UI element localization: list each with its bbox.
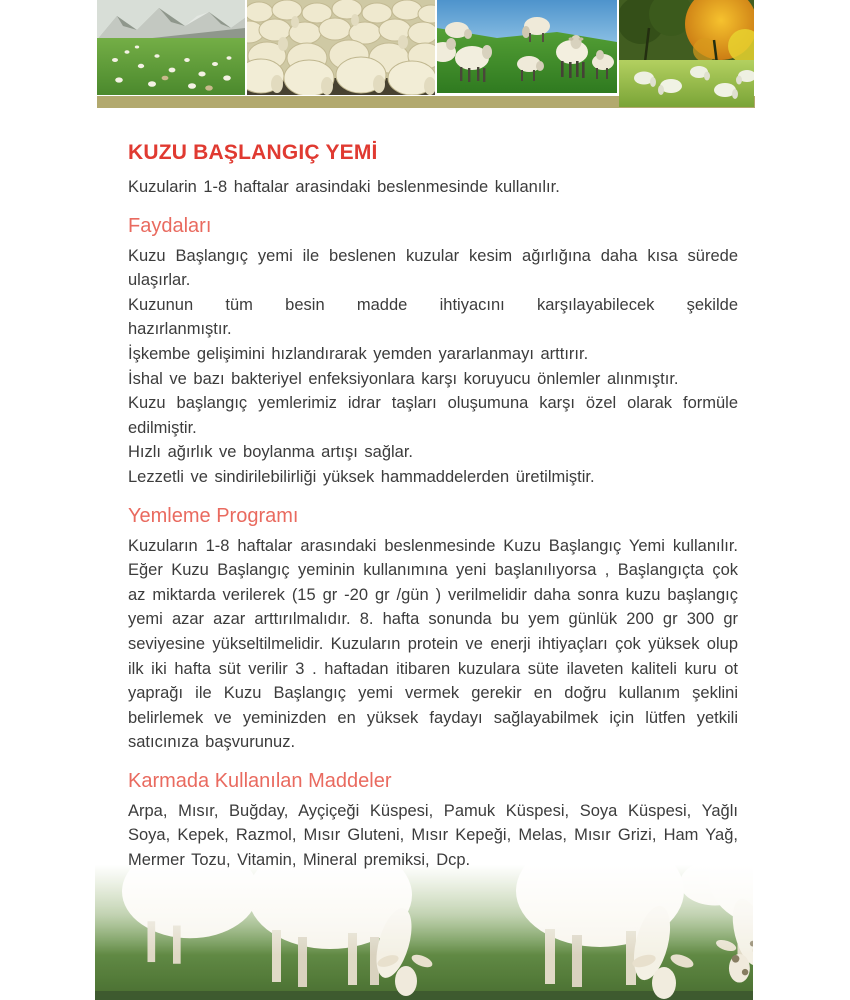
body-paragraph: İşkembe gelişimini hızlandırarak yemden yararlanmayı arttırır. — [128, 344, 589, 363]
body-paragraph: Kuzu Başlangıç yemi ile beslenen kuzular kesim ağırlığına daha kısa sürede ulaşırlar. — [128, 246, 738, 290]
section-heading-karmada: Karmada Kullanılan Maddeler — [128, 769, 392, 792]
body-paragraph: Hızlı ağırlık ve boylanma artışı sağlar. — [128, 443, 414, 462]
intro-text: Kuzularin 1-8 haftalar arasindaki beslenmesinde kullanılır. — [128, 178, 560, 196]
body-paragraph: Kuzu başlangıç yemlerimiz idrar taşları oluşumuna karşı özel olarak formüle edilmiştir. — [128, 394, 738, 437]
photo-grazing-sheep-image — [95, 865, 753, 1000]
body-paragraph: Arpa, Mısır, Buğday, Ayçiçeği Küspesi, Pamuk Küspesi, Soya Küspesi, Yağlı Soya, Kepek, Razmol, Mısır Gluteni, Mısır Kepeği, Melas, Mısır Grizi, Ham Yağ, Mermer Tozu, Vitamin, Mineral premiksi, Dcp. — [128, 801, 738, 870]
section-heading-faydalari: Faydaları — [128, 214, 212, 237]
document-body — [128, 140, 738, 873]
page-title: KUZU BAŞLANGIÇ YEMİ — [128, 141, 378, 164]
body-paragraph: Kuzuların 1-8 haftalar arasındaki beslenmesinde Kuzu Başlangıç Yemi kullanılır. Eğer Kuzu Başlangıç yeminin kullanımına yeni başlanılıyorsa , Başlangıçta çok az miktarda verilerek (15 gr -20 gr /gün ) verilmelidir daha sonra kuzu başlangıç yemi azar azar arttırılmalıdır. 8. hafta sonunda bu yem günlük 200 gr 300 gr seviyesine yükseltilmelidir. Kuzuların protein ve enerji ihtiyaçları çok yüksek olup ilk iki hafta süt verilir 3 . haftadan itibaren kuzulara süte ilaveten kaliteli kuru ot yaprağı ile Kuzu Başlangıç yemi vermek gerekir en doğru kullanım şeklini belirlemek ve yeminizden en yüksek faydayı sağlayabilmek için lütfen yetkili satıcınıza başvurunuz. — [128, 536, 738, 752]
photo-pasture-mountains-image — [97, 0, 245, 95]
section-karmada-maddeler — [128, 768, 738, 873]
body-paragraph: Kuzunun tüm besin madde ihtiyacını karşılayabilecek şekilde hazırlanmıştır. — [128, 295, 738, 339]
section-heading-yemleme: Yemleme Programı — [128, 504, 299, 527]
photo-autumn-grove-image — [619, 0, 754, 107]
top-photo-banner — [97, 0, 755, 110]
photo-sheep-flock-image — [247, 0, 435, 95]
banner-photo-row — [97, 0, 754, 107]
body-paragraph: Lezzetli ve sindirilebilirliği yüksek hammaddelerden üretilmiştir. — [128, 467, 595, 486]
photo-sheep-meadow-image — [437, 0, 617, 93]
section-faydalari — [128, 213, 738, 490]
section-yemleme-programi — [128, 503, 738, 755]
body-paragraph: İshal ve bazı bakteriyel enfeksiyonlara karşı koruyucu önlemler alınmıştır. — [128, 369, 679, 388]
